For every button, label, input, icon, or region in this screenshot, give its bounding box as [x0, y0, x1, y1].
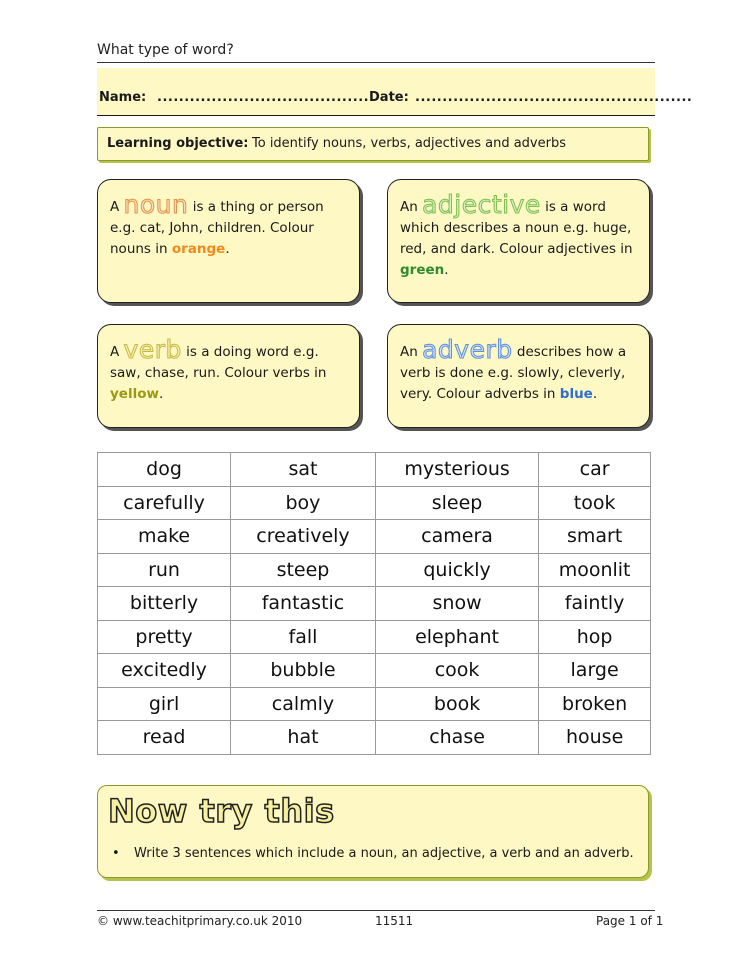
- word-cell[interactable]: bitterly: [98, 587, 231, 621]
- word-cell[interactable]: car: [539, 453, 651, 487]
- verb-prefix: A: [110, 344, 120, 360]
- adjective-card: [387, 179, 650, 303]
- table-row: [98, 620, 651, 654]
- word-cell[interactable]: dog: [98, 453, 231, 487]
- table-row: [98, 687, 651, 721]
- word-cell[interactable]: smart: [539, 520, 651, 554]
- word-cell[interactable]: steep: [231, 553, 376, 587]
- word-cell[interactable]: elephant: [375, 620, 538, 654]
- word-cell[interactable]: run: [98, 553, 231, 587]
- word-cell[interactable]: moonlit: [539, 553, 651, 587]
- task-text: Write 3 sentences which include a noun, an adjective, a verb and an adverb.: [134, 846, 634, 861]
- verb-text: is a doing word e.g. saw, chase, run. Colour verbs in: [110, 344, 327, 381]
- table-row: [98, 587, 651, 621]
- word-cell[interactable]: chase: [375, 721, 538, 755]
- now-try-this-heading: Now try this: [108, 792, 335, 830]
- bullet-icon: •: [112, 846, 120, 861]
- word-table: [97, 452, 651, 755]
- word-cell[interactable]: quickly: [375, 553, 538, 587]
- word-cell[interactable]: carefully: [98, 486, 231, 520]
- word-cell[interactable]: calmly: [231, 687, 376, 721]
- table-row: [98, 520, 651, 554]
- date-label: Date:: [369, 90, 409, 105]
- adverb-card: [387, 324, 650, 428]
- footer-divider: [97, 910, 655, 911]
- footer-page-number: Page 1 of 1: [596, 914, 664, 928]
- adverb-color-word: blue: [559, 386, 593, 402]
- word-cell[interactable]: read: [98, 721, 231, 755]
- verb-end: .: [158, 386, 164, 402]
- table-row: [98, 453, 651, 487]
- title-divider: [97, 62, 655, 63]
- footer-code: 11511: [375, 914, 414, 928]
- footer-copyright: © www.teachitprimary.co.uk 2010: [97, 914, 303, 928]
- word-cell[interactable]: mysterious: [375, 453, 538, 487]
- noun-end: .: [225, 241, 230, 257]
- word-cell[interactable]: faintly: [539, 587, 651, 621]
- table-row: [98, 721, 651, 755]
- adverb-end: .: [592, 386, 598, 402]
- noun-text: is a thing or person e.g. cat, John, children. Colour nouns in: [110, 199, 324, 257]
- name-date-band: [97, 68, 693, 116]
- noun-prefix: A: [110, 199, 120, 215]
- name-label: Name:: [99, 90, 147, 105]
- word-cell[interactable]: camera: [375, 520, 538, 554]
- word-cell[interactable]: snow: [375, 587, 538, 621]
- adjective-prefix: An: [400, 199, 418, 215]
- word-cell[interactable]: hop: [539, 620, 651, 654]
- name-field[interactable]: ........................................: [157, 90, 375, 105]
- now-try-this-box: [97, 785, 649, 878]
- date-field[interactable]: ...................................................: [415, 90, 693, 105]
- objective-label: Learning objective:: [107, 136, 249, 151]
- table-row: [98, 654, 651, 688]
- adjective-text: is a word which describes a noun e.g. huge, red, and dark. Colour adjectives in: [400, 199, 633, 257]
- noun-card: [97, 179, 360, 303]
- word-cell[interactable]: make: [98, 520, 231, 554]
- word-cell[interactable]: fantastic: [231, 587, 376, 621]
- learning-objective-box: [97, 127, 649, 161]
- word-cell[interactable]: broken: [539, 687, 651, 721]
- adjective-end: .: [444, 262, 449, 278]
- objective-text: To identify nouns, verbs, adjectives and adverbs: [252, 136, 566, 151]
- table-row: [98, 486, 651, 520]
- adverb-heading: adverb: [422, 335, 513, 364]
- word-cell[interactable]: book: [375, 687, 538, 721]
- word-cell[interactable]: large: [539, 654, 651, 688]
- word-cell[interactable]: hat: [231, 721, 376, 755]
- page-title: What type of word?: [97, 42, 234, 58]
- word-cell[interactable]: bubble: [231, 654, 376, 688]
- word-cell[interactable]: girl: [98, 687, 231, 721]
- word-cell[interactable]: took: [539, 486, 651, 520]
- table-row: [98, 553, 651, 587]
- adjective-heading: adjective: [422, 190, 541, 219]
- adverb-text: describes how a verb is done e.g. slowly, cleverly, very. Colour adverbs in: [400, 344, 627, 402]
- word-cell[interactable]: sleep: [375, 486, 538, 520]
- word-cell[interactable]: cook: [375, 654, 538, 688]
- word-cell[interactable]: creatively: [231, 520, 376, 554]
- verb-color-word: yellow: [110, 386, 159, 402]
- word-cell[interactable]: sat: [231, 453, 376, 487]
- word-cell[interactable]: boy: [231, 486, 376, 520]
- word-cell[interactable]: house: [539, 721, 651, 755]
- verb-card: [97, 324, 360, 428]
- noun-color-word: orange: [171, 241, 226, 257]
- noun-heading: noun: [123, 190, 189, 219]
- adjective-color-word: green: [400, 262, 445, 278]
- word-cell[interactable]: pretty: [98, 620, 231, 654]
- word-cell[interactable]: fall: [231, 620, 376, 654]
- adverb-prefix: An: [400, 344, 418, 360]
- word-cell[interactable]: excitedly: [98, 654, 231, 688]
- verb-heading: verb: [123, 335, 182, 364]
